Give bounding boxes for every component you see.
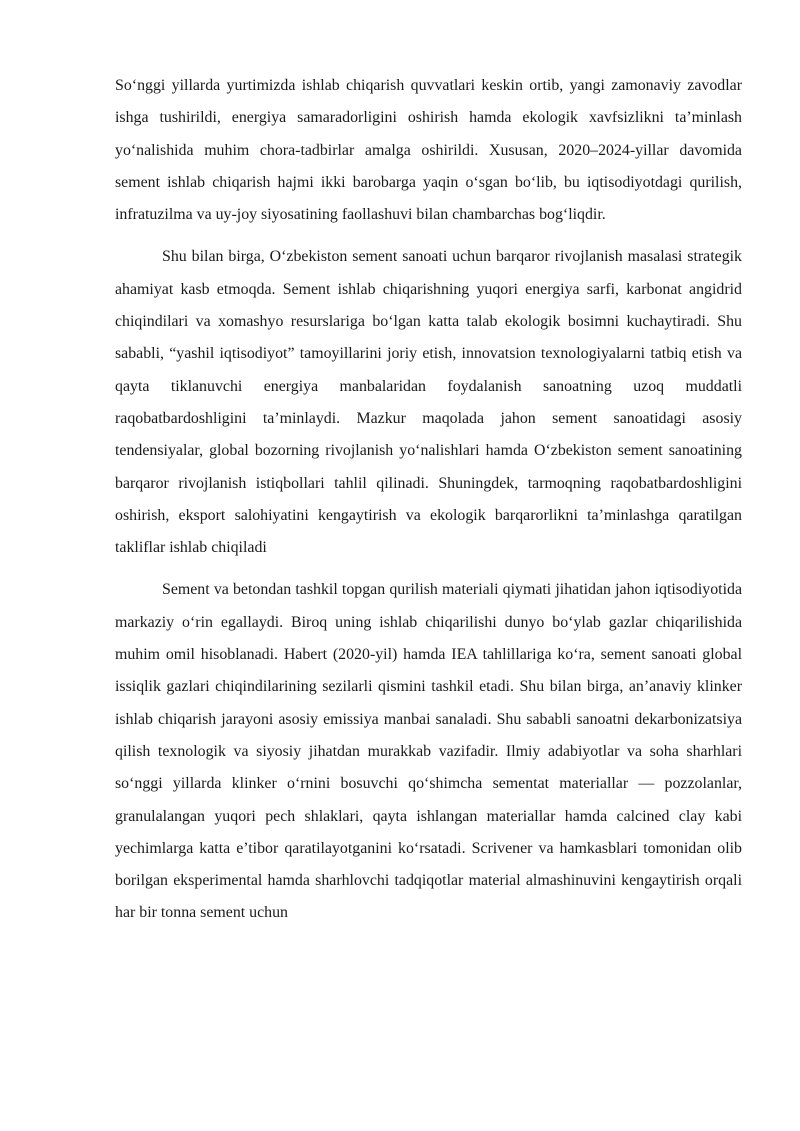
document-page <box>115 70 742 940</box>
paragraph-2: Shu bilan birga, O‘zbekiston sement sanoati uchun barqaror rivojlanish masalasi strategik ahamiyat kasb etmoqda. Sement ishlab chiqarishning yuqori energiya sarfi, karbonat angidrid chiqindilari va xomashyo resurslariga bo‘lgan katta talab ekologik bosimni kuchaytiradi. Shu sababli, “yashil iqtisodiyot” tamoyillarini joriy etish, innovatsion texnologiyalarni tatbiq etish va qayta tiklanuvchi energiya manbalaridan foydalanish sanoatning uzoq muddatli raqobatbardoshligini ta’minlaydi. Mazkur maqolada jahon sement sanoatidagi asosiy tendensiyalar, global bozorning rivojlanish yo‘nalishlari hamda O‘zbekiston sement sanoatining barqaror rivojlanish istiqbollari tahlil qilinadi. Shuningdek, tarmoqning raqobatbardoshligini oshirish, eksport salohiyatini kengaytirish va ekologik barqarorlikni ta’minlashga qaratilgan takliflar ishlab chiqiladi <box>115 248 742 557</box>
paragraph-1: So‘nggi yillarda yurtimizda ishlab chiqarish quvvatlari keskin ortib, yangi zamonaviy zavodlar ishga tushirildi, energiya samaradorligini oshirish hamda ekologik xavfsizlikni ta’minlash yo‘nalishida muhim chora-tadbirlar amalga oshirildi. Xususan, 2020–2024-yillar davomida sement ishlab chiqarish hajmi ikki barobarga yaqin o‘sgan bo‘lib, bu iqtisodiyotdagi qurilish, infratuzilma va uy-joy siyosatining faollashuvi bilan chambarchas bog‘liqdir. <box>115 77 742 224</box>
paragraph-3: Sement va betondan tashkil topgan qurilish materiali qiymati jihatidan jahon iqtisodiyotida markaziy o‘rin egallaydi. Biroq uning ishlab chiqarilishi dunyo bo‘ylab gazlar chiqarilishida muhim omil hisoblanadi. Habert (2020-yil) hamda IEA tahlillariga ko‘ra, sement sanoati global issiqlik gazlari chiqindilarining sezilarli qismini tashkil etadi. Shu bilan birga, an’anaviy klinker ishlab chiqarish jarayoni asosiy emissiya manbai sanaladi. Shu sababli sanoatni dekarbonizatsiya qilish texnologik va siyosiy jihatdan murakkab vazifadir. Ilmiy adabiyotlar va soha sharhlari so‘nggi yillarda klinker o‘rnini bosuvchi qo‘shimcha sementat materiallar — pozzolanlar, granulalangan yuqori pech shlaklari, qayta ishlangan materiallar hamda calcined clay kabi yechimlarga katta e’tibor qaratilayotganini ko‘rsatadi. Scrivener va hamkasblari tomonidan olib borilgan eksperimental hamda sharhlovchi tadqiqotlar material almashinuvini kengaytirish orqali har bir tonna sement uchun <box>115 581 742 922</box>
